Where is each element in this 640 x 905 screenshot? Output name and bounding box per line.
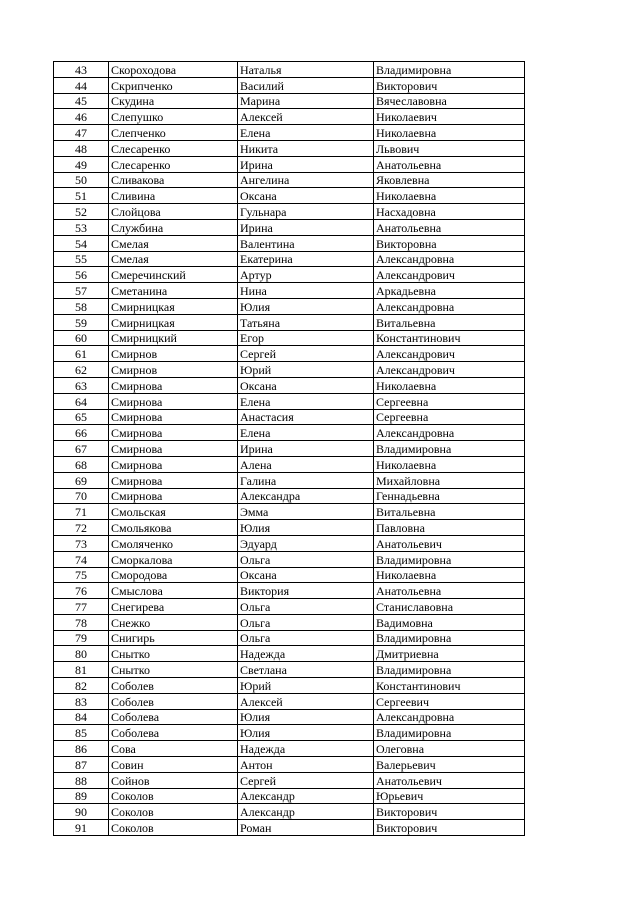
row-number: 91 xyxy=(54,820,109,836)
patronymic-cell: Анатольевна xyxy=(374,583,525,599)
row-number: 61 xyxy=(54,346,109,362)
row-number: 64 xyxy=(54,393,109,409)
first-name-cell: Эмма xyxy=(238,504,374,520)
last-name-cell: Снежко xyxy=(109,614,238,630)
row-number: 77 xyxy=(54,599,109,615)
row-number: 49 xyxy=(54,156,109,172)
first-name-cell: Алексей xyxy=(238,109,374,125)
patronymic-cell: Аркадьевна xyxy=(374,283,525,299)
table-row xyxy=(54,583,525,599)
patronymic-cell: Владимировна xyxy=(374,441,525,457)
patronymic-cell: Витальевна xyxy=(374,504,525,520)
patronymic-cell: Владимировна xyxy=(374,630,525,646)
table-row xyxy=(54,314,525,330)
patronymic-cell: Николаевна xyxy=(374,125,525,141)
patronymic-cell: Анатольевна xyxy=(374,219,525,235)
table-row xyxy=(54,804,525,820)
last-name-cell: Снегирева xyxy=(109,599,238,615)
table-row xyxy=(54,377,525,393)
last-name-cell: Смирницкий xyxy=(109,330,238,346)
first-name-cell: Алена xyxy=(238,456,374,472)
last-name-cell: Смеречинский xyxy=(109,267,238,283)
patronymic-cell: Анатольевич xyxy=(374,535,525,551)
last-name-cell: Смородова xyxy=(109,567,238,583)
first-name-cell: Нина xyxy=(238,283,374,299)
first-name-cell: Виктория xyxy=(238,583,374,599)
table-row xyxy=(54,140,525,156)
last-name-cell: Соколов xyxy=(109,820,238,836)
first-name-cell: Ольга xyxy=(238,630,374,646)
patronymic-cell: Владимировна xyxy=(374,62,525,78)
last-name-cell: Смирнова xyxy=(109,425,238,441)
first-name-cell: Александр xyxy=(238,788,374,804)
patronymic-cell: Михайловна xyxy=(374,472,525,488)
row-number: 58 xyxy=(54,298,109,314)
patronymic-cell: Витальевна xyxy=(374,314,525,330)
first-name-cell: Юрий xyxy=(238,678,374,694)
table-row xyxy=(54,520,525,536)
row-number: 70 xyxy=(54,488,109,504)
table-row xyxy=(54,709,525,725)
row-number: 67 xyxy=(54,441,109,457)
first-name-cell: Оксана xyxy=(238,377,374,393)
row-number: 48 xyxy=(54,140,109,156)
first-name-cell: Алексей xyxy=(238,693,374,709)
table-row xyxy=(54,251,525,267)
first-name-cell: Василий xyxy=(238,77,374,93)
last-name-cell: Снытко xyxy=(109,662,238,678)
first-name-cell: Светлана xyxy=(238,662,374,678)
patronymic-cell: Константинович xyxy=(374,330,525,346)
first-name-cell: Александра xyxy=(238,488,374,504)
table-row xyxy=(54,109,525,125)
patronymic-cell: Николаевна xyxy=(374,567,525,583)
last-name-cell: Смелая xyxy=(109,251,238,267)
patronymic-cell: Яковлевна xyxy=(374,172,525,188)
patronymic-cell: Дмитриевна xyxy=(374,646,525,662)
last-name-cell: Слепченко xyxy=(109,125,238,141)
last-name-cell: Соболева xyxy=(109,725,238,741)
row-number: 76 xyxy=(54,583,109,599)
table-row xyxy=(54,456,525,472)
row-number: 86 xyxy=(54,741,109,757)
last-name-cell: Службина xyxy=(109,219,238,235)
row-number: 69 xyxy=(54,472,109,488)
table-row xyxy=(54,725,525,741)
patronymic-cell: Владимировна xyxy=(374,662,525,678)
row-number: 85 xyxy=(54,725,109,741)
row-number: 87 xyxy=(54,757,109,773)
row-number: 75 xyxy=(54,567,109,583)
patronymic-cell: Александровна xyxy=(374,709,525,725)
last-name-cell: Совин xyxy=(109,757,238,773)
row-number: 88 xyxy=(54,772,109,788)
patronymic-cell: Станиславовна xyxy=(374,599,525,615)
table-row xyxy=(54,77,525,93)
row-number: 43 xyxy=(54,62,109,78)
first-name-cell: Наталья xyxy=(238,62,374,78)
table-row xyxy=(54,330,525,346)
row-number: 89 xyxy=(54,788,109,804)
row-number: 90 xyxy=(54,804,109,820)
last-name-cell: Скороходова xyxy=(109,62,238,78)
row-number: 84 xyxy=(54,709,109,725)
first-name-cell: Александр xyxy=(238,804,374,820)
first-name-cell: Сергей xyxy=(238,346,374,362)
row-number: 80 xyxy=(54,646,109,662)
last-name-cell: Сметанина xyxy=(109,283,238,299)
table-row xyxy=(54,125,525,141)
last-name-cell: Соболев xyxy=(109,678,238,694)
first-name-cell: Юрий xyxy=(238,362,374,378)
last-name-cell: Сливакова xyxy=(109,172,238,188)
table-row xyxy=(54,93,525,109)
row-number: 59 xyxy=(54,314,109,330)
table-row xyxy=(54,362,525,378)
first-name-cell: Оксана xyxy=(238,188,374,204)
last-name-cell: Смыслова xyxy=(109,583,238,599)
first-name-cell: Роман xyxy=(238,820,374,836)
row-number: 47 xyxy=(54,125,109,141)
last-name-cell: Смоляченко xyxy=(109,535,238,551)
table-row xyxy=(54,188,525,204)
last-name-cell: Смирнова xyxy=(109,409,238,425)
last-name-cell: Слесаренко xyxy=(109,140,238,156)
patronymic-cell: Александрович xyxy=(374,362,525,378)
first-name-cell: Галина xyxy=(238,472,374,488)
table-row xyxy=(54,204,525,220)
patronymic-cell: Владимировна xyxy=(374,551,525,567)
row-number: 81 xyxy=(54,662,109,678)
table-row xyxy=(54,757,525,773)
first-name-cell: Ирина xyxy=(238,441,374,457)
row-number: 44 xyxy=(54,77,109,93)
last-name-cell: Смирницкая xyxy=(109,298,238,314)
patronymic-cell: Константинович xyxy=(374,678,525,694)
last-name-cell: Сливина xyxy=(109,188,238,204)
last-name-cell: Снытко xyxy=(109,646,238,662)
patronymic-cell: Вячеславовна xyxy=(374,93,525,109)
row-number: 65 xyxy=(54,409,109,425)
table-row xyxy=(54,267,525,283)
first-name-cell: Юлия xyxy=(238,725,374,741)
last-name-cell: Снигирь xyxy=(109,630,238,646)
last-name-cell: Скудина xyxy=(109,93,238,109)
first-name-cell: Екатерина xyxy=(238,251,374,267)
row-number: 50 xyxy=(54,172,109,188)
patronymic-cell: Александровна xyxy=(374,425,525,441)
table-row xyxy=(54,614,525,630)
table-row xyxy=(54,62,525,78)
patronymic-cell: Владимировна xyxy=(374,725,525,741)
table-row xyxy=(54,535,525,551)
row-number: 82 xyxy=(54,678,109,694)
table-row xyxy=(54,425,525,441)
patronymic-cell: Николаевна xyxy=(374,456,525,472)
table-row xyxy=(54,219,525,235)
table-row xyxy=(54,156,525,172)
table-row xyxy=(54,172,525,188)
patronymic-cell: Викторович xyxy=(374,77,525,93)
last-name-cell: Слойцова xyxy=(109,204,238,220)
row-number: 68 xyxy=(54,456,109,472)
row-number: 52 xyxy=(54,204,109,220)
row-number: 53 xyxy=(54,219,109,235)
last-name-cell: Смелая xyxy=(109,235,238,251)
first-name-cell: Валентина xyxy=(238,235,374,251)
last-name-cell: Смирнова xyxy=(109,377,238,393)
last-name-cell: Сморкалова xyxy=(109,551,238,567)
last-name-cell: Сойнов xyxy=(109,772,238,788)
patronymic-cell: Александровна xyxy=(374,251,525,267)
patronymic-cell: Олеговна xyxy=(374,741,525,757)
patronymic-cell: Сергеевич xyxy=(374,693,525,709)
last-name-cell: Смирнова xyxy=(109,488,238,504)
table-row xyxy=(54,567,525,583)
patronymic-cell: Анатольевна xyxy=(374,156,525,172)
table-row xyxy=(54,788,525,804)
patronymic-cell: Николаевна xyxy=(374,377,525,393)
patronymic-cell: Сергеевна xyxy=(374,393,525,409)
last-name-cell: Слепушко xyxy=(109,109,238,125)
table-row xyxy=(54,630,525,646)
row-number: 56 xyxy=(54,267,109,283)
table-row xyxy=(54,393,525,409)
first-name-cell: Елена xyxy=(238,393,374,409)
row-number: 46 xyxy=(54,109,109,125)
table-row xyxy=(54,346,525,362)
patronymic-cell: Насхадовна xyxy=(374,204,525,220)
first-name-cell: Татьяна xyxy=(238,314,374,330)
row-number: 57 xyxy=(54,283,109,299)
patronymic-cell: Викторович xyxy=(374,804,525,820)
first-name-cell: Юлия xyxy=(238,520,374,536)
row-number: 55 xyxy=(54,251,109,267)
row-number: 72 xyxy=(54,520,109,536)
table-row xyxy=(54,504,525,520)
patronymic-cell: Валерьевич xyxy=(374,757,525,773)
last-name-cell: Смирнова xyxy=(109,472,238,488)
last-name-cell: Сова xyxy=(109,741,238,757)
last-name-cell: Смирнова xyxy=(109,456,238,472)
first-name-cell: Антон xyxy=(238,757,374,773)
first-name-cell: Юлия xyxy=(238,298,374,314)
row-number: 66 xyxy=(54,425,109,441)
table-row xyxy=(54,441,525,457)
first-name-cell: Егор xyxy=(238,330,374,346)
patronymic-cell: Александрович xyxy=(374,267,525,283)
table-row xyxy=(54,662,525,678)
table-row xyxy=(54,646,525,662)
last-name-cell: Соболев xyxy=(109,693,238,709)
patronymic-cell: Вадимовна xyxy=(374,614,525,630)
name-list-table xyxy=(53,61,525,836)
first-name-cell: Ольга xyxy=(238,599,374,615)
table-row xyxy=(54,741,525,757)
table-row xyxy=(54,693,525,709)
last-name-cell: Смольская xyxy=(109,504,238,520)
first-name-cell: Анастасия xyxy=(238,409,374,425)
table-row xyxy=(54,472,525,488)
patronymic-cell: Львович xyxy=(374,140,525,156)
last-name-cell: Соболева xyxy=(109,709,238,725)
first-name-cell: Сергей xyxy=(238,772,374,788)
patronymic-cell: Викторович xyxy=(374,820,525,836)
row-number: 73 xyxy=(54,535,109,551)
first-name-cell: Ангелина xyxy=(238,172,374,188)
patronymic-cell: Викторовна xyxy=(374,235,525,251)
first-name-cell: Эдуард xyxy=(238,535,374,551)
first-name-cell: Марина xyxy=(238,93,374,109)
last-name-cell: Соколов xyxy=(109,788,238,804)
table-row xyxy=(54,409,525,425)
row-number: 60 xyxy=(54,330,109,346)
table-row xyxy=(54,820,525,836)
first-name-cell: Ирина xyxy=(238,156,374,172)
row-number: 54 xyxy=(54,235,109,251)
last-name-cell: Скрипченко xyxy=(109,77,238,93)
row-number: 83 xyxy=(54,693,109,709)
table-row xyxy=(54,488,525,504)
row-number: 62 xyxy=(54,362,109,378)
last-name-cell: Смольякова xyxy=(109,520,238,536)
last-name-cell: Смирницкая xyxy=(109,314,238,330)
patronymic-cell: Павловна xyxy=(374,520,525,536)
last-name-cell: Смирнов xyxy=(109,362,238,378)
table-row xyxy=(54,599,525,615)
patronymic-cell: Юрьевич xyxy=(374,788,525,804)
last-name-cell: Смирнова xyxy=(109,393,238,409)
patronymic-cell: Геннадьевна xyxy=(374,488,525,504)
first-name-cell: Надежда xyxy=(238,646,374,662)
first-name-cell: Гульнара xyxy=(238,204,374,220)
row-number: 63 xyxy=(54,377,109,393)
last-name-cell: Соколов xyxy=(109,804,238,820)
last-name-cell: Смирнов xyxy=(109,346,238,362)
table-row xyxy=(54,551,525,567)
first-name-cell: Елена xyxy=(238,425,374,441)
name-list-body xyxy=(54,62,525,836)
row-number: 79 xyxy=(54,630,109,646)
patronymic-cell: Николаевна xyxy=(374,188,525,204)
table-row xyxy=(54,772,525,788)
row-number: 45 xyxy=(54,93,109,109)
patronymic-cell: Александровна xyxy=(374,298,525,314)
patronymic-cell: Александрович xyxy=(374,346,525,362)
row-number: 78 xyxy=(54,614,109,630)
first-name-cell: Ольга xyxy=(238,551,374,567)
table-row xyxy=(54,283,525,299)
first-name-cell: Никита xyxy=(238,140,374,156)
row-number: 74 xyxy=(54,551,109,567)
first-name-cell: Ольга xyxy=(238,614,374,630)
row-number: 71 xyxy=(54,504,109,520)
first-name-cell: Ирина xyxy=(238,219,374,235)
patronymic-cell: Анатольевич xyxy=(374,772,525,788)
first-name-cell: Артур xyxy=(238,267,374,283)
first-name-cell: Оксана xyxy=(238,567,374,583)
table-row xyxy=(54,235,525,251)
table-row xyxy=(54,298,525,314)
patronymic-cell: Сергеевна xyxy=(374,409,525,425)
first-name-cell: Елена xyxy=(238,125,374,141)
first-name-cell: Надежда xyxy=(238,741,374,757)
last-name-cell: Смирнова xyxy=(109,441,238,457)
table-row xyxy=(54,678,525,694)
patronymic-cell: Николаевич xyxy=(374,109,525,125)
last-name-cell: Слесаренко xyxy=(109,156,238,172)
row-number: 51 xyxy=(54,188,109,204)
first-name-cell: Юлия xyxy=(238,709,374,725)
